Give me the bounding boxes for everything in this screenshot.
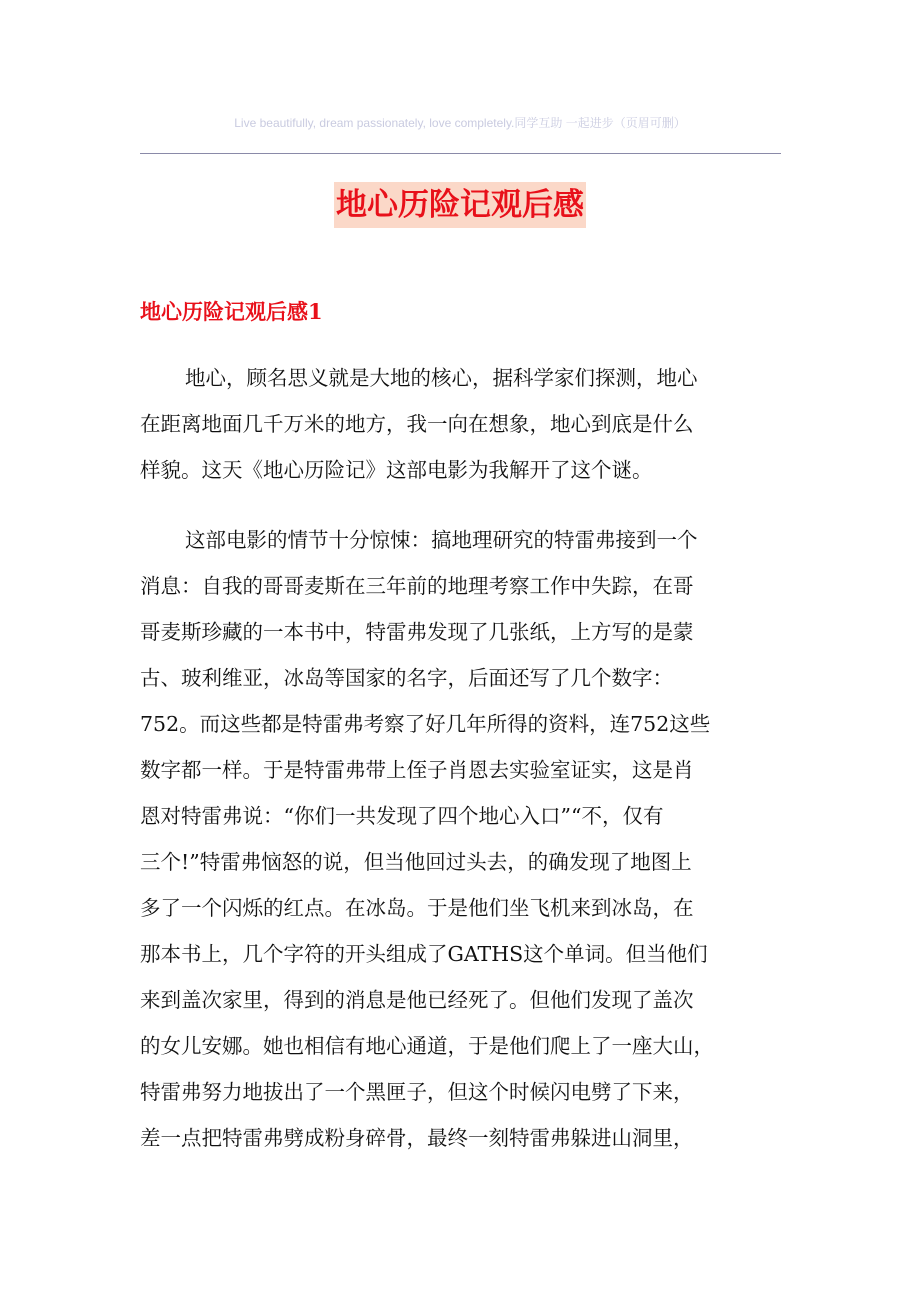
paragraph-line: 752。而这些都是特雷弗考察了好几年所得的资料，连752这些 — [140, 712, 711, 736]
paragraph-line: 样貌。这天《地心历险记》这部电影为我解开了这个谜。 — [140, 458, 653, 482]
paragraph-line: 三个!”特雷弗恼怒的说，但当他回过头去，的确发现了地图上 — [140, 850, 692, 874]
paragraph-line: 哥麦斯珍藏的一本书中，特雷弗发现了几张纸，上方写的是蒙 — [140, 620, 694, 644]
paragraph-line: 这部电影的情节十分惊悚：搞地理研究的特雷弗接到一个 — [185, 528, 698, 552]
paragraph-2 — [140, 517, 780, 1161]
paragraph-line: 在距离地面几千万米的地方，我一向在想象，地心到底是什么 — [140, 412, 694, 436]
paragraph-line: 多了一个闪烁的红点。在冰岛。于是他们坐飞机来到冰岛，在 — [140, 896, 694, 920]
paragraph-1 — [140, 355, 780, 493]
paragraph-line: 消息：自我的哥哥麦斯在三年前的地理考察工作中失踪，在哥 — [140, 574, 694, 598]
paragraph-line: 恩对特雷弗说：“你们一共发现了四个地心入口”“不，仅有 — [140, 804, 664, 828]
section-heading: 地心历险记观后感1 — [140, 299, 323, 324]
paragraph-line: 地心，顾名思义就是大地的核心，据科学家们探测，地心 — [185, 366, 698, 390]
paragraph-line: 那本书上，几个字符的开头组成了GATHS这个单词。但当他们 — [140, 942, 708, 966]
paragraph-line: 差一点把特雷弗劈成粉身碎骨，最终一刻特雷弗躲进山洞里， — [140, 1126, 694, 1150]
header-divider — [140, 153, 781, 154]
paragraph-line: 数字都一样。于是特雷弗带上侄子肖恩去实验室证实，这是肖 — [140, 758, 694, 782]
paragraph-line: 来到盖次家里，得到的消息是他已经死了。但他们发现了盖次 — [140, 988, 694, 1012]
paragraph-line: 特雷弗努力地拔出了一个黑匣子，但这个时候闪电劈了下来， — [140, 1080, 694, 1104]
title-container — [0, 182, 920, 228]
paragraph-line: 的女儿安娜。她也相信有地心通道，于是他们爬上了一座大山， — [140, 1034, 714, 1058]
paragraph-line: 古、玻利维亚，冰岛等国家的名字，后面还写了几个数字： — [140, 666, 673, 690]
document-title: 地心历险记观后感 — [334, 182, 586, 228]
page-header: Live beautifully, dream passionately, love completely.同学互助 一起进步（页眉可删） — [234, 116, 686, 130]
